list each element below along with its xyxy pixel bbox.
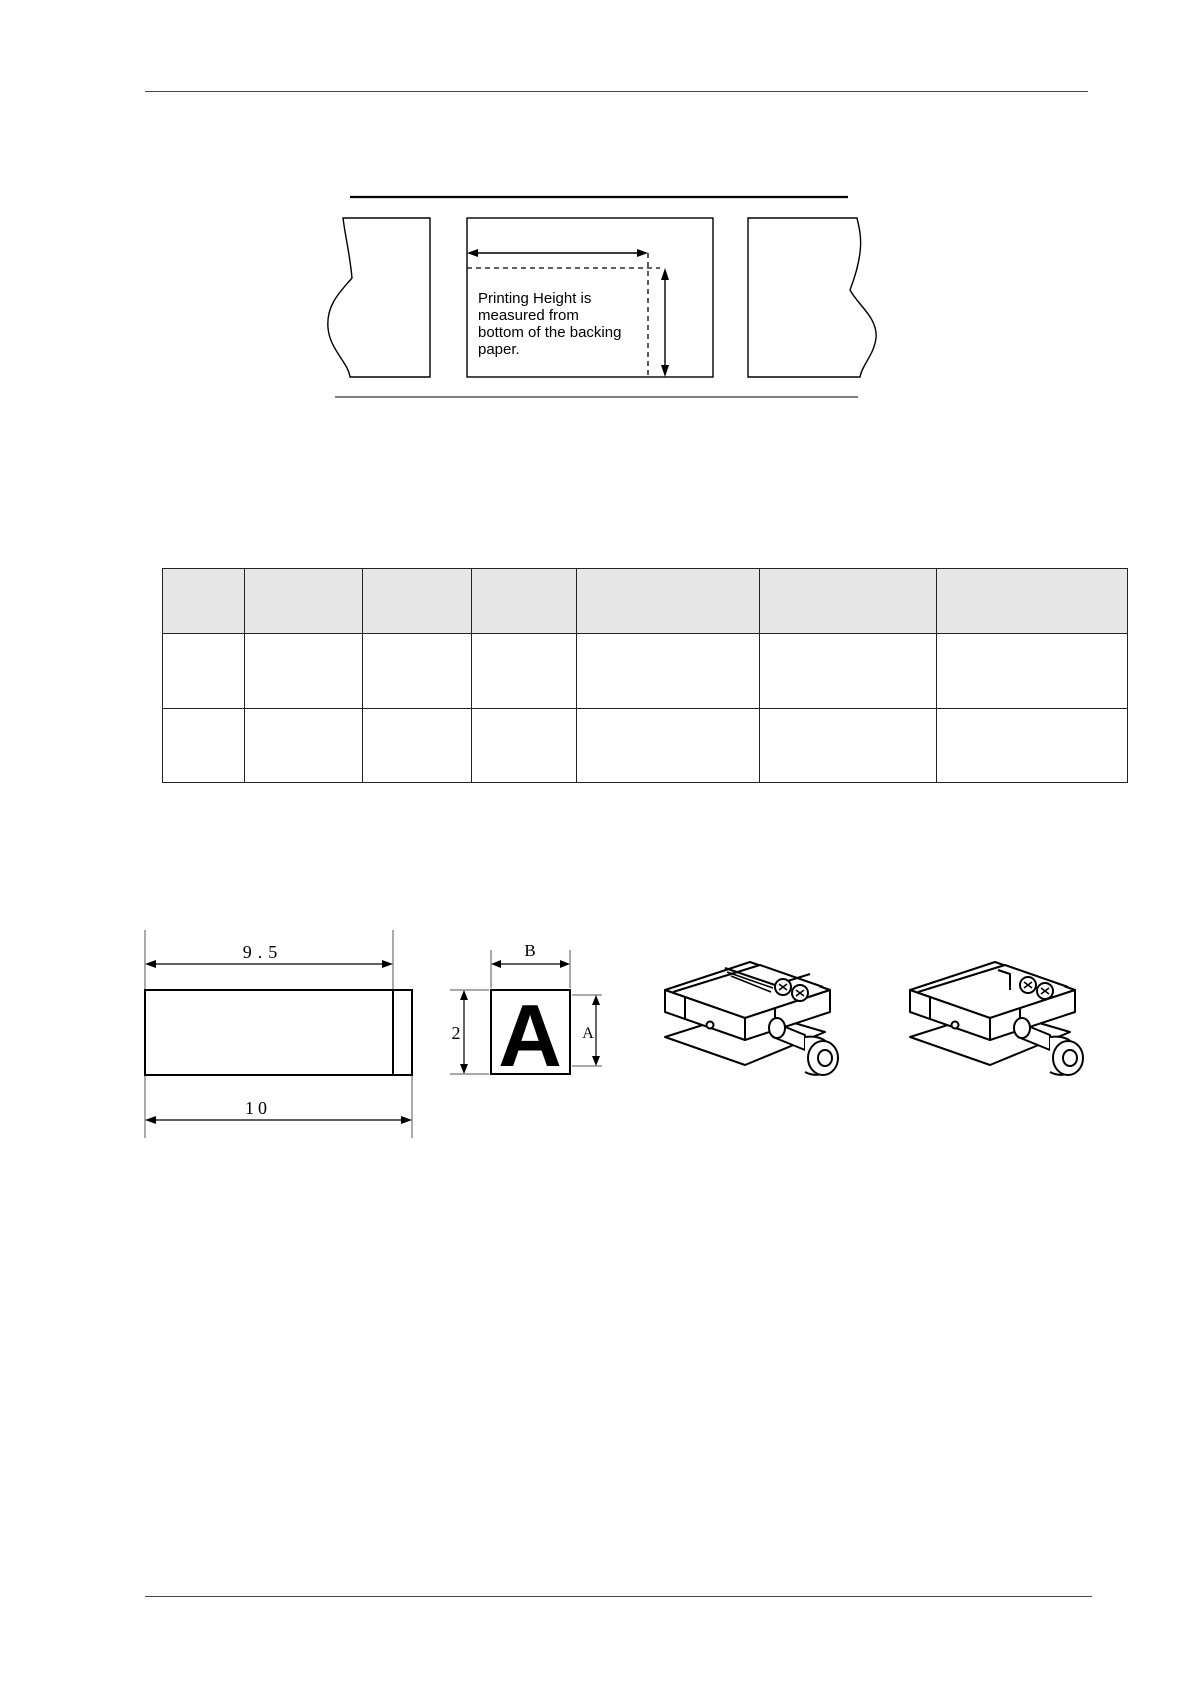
arrowhead-right <box>401 1116 412 1124</box>
arrowhead-up <box>460 990 468 1000</box>
arrowhead-left <box>145 960 156 968</box>
dim-b-label: B <box>524 941 536 960</box>
arrowhead-up <box>592 995 600 1005</box>
print-head-illustration-1 <box>655 940 885 1100</box>
arrowhead-left <box>145 1116 156 1124</box>
footer-rule <box>145 1596 1092 1597</box>
arrowhead-down <box>592 1056 600 1066</box>
dim-width-bottom: 10 <box>245 1098 271 1118</box>
dim-height-left: 2 <box>451 1023 461 1043</box>
note-line-1: Printing Height is <box>478 290 592 307</box>
dim-a-label: A <box>582 1025 594 1042</box>
note-line-3: bottom of the backing <box>478 324 622 341</box>
print-head-illustration-2 <box>900 940 1130 1100</box>
note-line-2: measured from <box>478 307 579 324</box>
arrowhead-left <box>491 960 501 968</box>
character-bar <box>145 990 412 1075</box>
arrowhead-right <box>560 960 570 968</box>
dim-width-top: 9.5 <box>242 942 284 962</box>
note-line-4: paper. <box>478 341 520 358</box>
letter-glyph: A <box>498 986 562 1085</box>
arrowhead-down <box>460 1064 468 1074</box>
arrowhead-right <box>382 960 393 968</box>
